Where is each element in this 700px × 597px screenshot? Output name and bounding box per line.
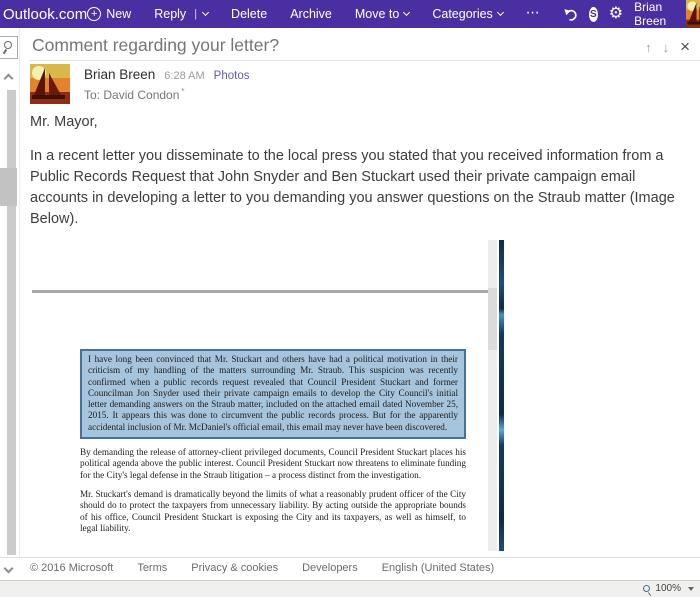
letter-horizontal-rule — [32, 290, 492, 293]
next-message-icon[interactable] — [663, 39, 670, 57]
more-commands-button[interactable]: ⋯ — [525, 3, 541, 20]
reply-button-label: Reply — [154, 7, 187, 21]
chevron-down-icon — [497, 9, 504, 16]
chevron-down-icon — [403, 9, 410, 16]
undo-icon[interactable] — [564, 8, 578, 21]
body-paragraph: In a recent letter you disseminate to the local press you stated that you received information from a Public Records Request that John Snyder and Ben Stuckart used their private campaign email accounts in developing a letter to you demanding you answer questions on the Straub matter (Image Below). — [30, 148, 675, 227]
move-to-label: Move to — [354, 7, 400, 21]
sender-name[interactable]: Brian Breen — [84, 67, 156, 82]
scroll-up-icon[interactable] — [4, 74, 14, 84]
scrollbar-thumb[interactable] — [0, 168, 17, 206]
move-to-button[interactable] — [355, 7, 409, 21]
letter-paragraph-2: By demanding the release of attorney-client privileged documents, Council President Stuckart places his political agenda above the public interest. Council President Stuckart now threatens to eliminate funding for the City's legal defense in the Straub litigation – a process distinct from the investigation. — [80, 447, 466, 480]
letter-image-scrollbar-thumb — [488, 288, 497, 350]
header-divider — [30, 60, 700, 61]
zoom-magnifier-icon — [643, 585, 650, 592]
email-body — [30, 112, 692, 230]
user-name[interactable]: Brian Breen — [634, 0, 667, 28]
sender-avatar[interactable] — [30, 64, 70, 104]
embedded-letter-image — [30, 240, 505, 551]
outlook-logo[interactable]: Outlook.com — [3, 5, 88, 23]
categories-button[interactable] — [432, 7, 502, 21]
privacy-cookies-link[interactable]: Privacy & cookies — [191, 562, 279, 574]
salutation: Mr. Mayor, — [30, 114, 98, 130]
developers-link[interactable]: Developers — [302, 562, 358, 574]
search-icon — [4, 41, 12, 49]
new-button-label: New — [106, 7, 132, 21]
language-link[interactable]: English (United States) — [381, 562, 495, 574]
pane-divider — [19, 28, 20, 557]
zoom-dropdown-icon[interactable] — [688, 587, 694, 591]
email-subject: Comment regarding your letter? — [32, 35, 280, 55]
terms-link[interactable]: Terms — [137, 562, 168, 574]
plus-circle-icon: + — [87, 7, 101, 21]
presence-indicator: * — [181, 87, 185, 96]
close-icon[interactable] — [680, 39, 690, 57]
skype-letter: S — [589, 8, 597, 20]
new-button[interactable] — [87, 7, 131, 21]
copyright-text: © 2016 Microsoft — [30, 562, 114, 574]
zoom-level: 100% — [655, 583, 681, 594]
reading-pane-nav — [645, 39, 690, 57]
recipient-name[interactable]: David Condon — [103, 88, 180, 102]
photos-link[interactable]: Photos — [213, 70, 250, 82]
categories-label: Categories — [432, 7, 493, 21]
to-label: To: — [84, 88, 101, 102]
highlighted-paragraph: I have long been convinced that Mr. Stuckart and others have had a political motivation in their criticism of my handling of the matters surrounding Mr. Straub. This suspicion was recently confirmed when a public records request revealed that Council President Stuckart and former Councilman Jon Snyder used their private campaign emails to develop the City Council's initial letter demanding answers on the Straub matter, included on the attached email dated November 25, 2015. It appears this was done to circumvent the public records process. But for the apparently accidental inclusion of Mr. McDaniel's official email, this email may never have been discovered. — [80, 349, 466, 439]
scroll-down-icon[interactable] — [4, 564, 14, 574]
browser-status-bar — [0, 580, 700, 597]
user-avatar[interactable] — [686, 0, 700, 28]
letter-window-edge — [499, 240, 504, 551]
reply-separator: | — [194, 8, 198, 20]
reply-button[interactable] — [154, 7, 208, 21]
search-input[interactable] — [0, 36, 18, 59]
sender-row — [84, 67, 249, 82]
received-time: 6:28 AM — [164, 70, 205, 82]
zoom-control[interactable] — [643, 583, 694, 594]
chevron-down-icon — [202, 9, 209, 16]
recipient-row — [84, 87, 185, 102]
settings-gear-icon[interactable] — [609, 6, 623, 22]
previous-message-icon[interactable] — [645, 39, 652, 57]
topbar-right-cluster — [564, 0, 700, 28]
delete-button[interactable]: Delete — [231, 7, 268, 21]
letter-paragraph-3: Mr. Stuckart's demand is dramatically beyond the limits of what a reasonably prudent officer of the City should do to protect the taxpayers from unnecessary liability. By acting outside the appropriate bounds of his office, Council President Stuckart is exposing the City and its taxpayers, as well as himself, to legal liability. — [80, 488, 466, 533]
footer-divider — [0, 557, 700, 558]
command-bar — [0, 0, 700, 28]
letter-text — [80, 349, 466, 534]
skype-icon[interactable] — [589, 7, 598, 22]
message-list-scrollbar[interactable] — [7, 90, 16, 555]
footer — [30, 562, 494, 574]
archive-button[interactable]: Archive — [290, 7, 332, 21]
letter-image-scrollbar — [488, 240, 497, 551]
